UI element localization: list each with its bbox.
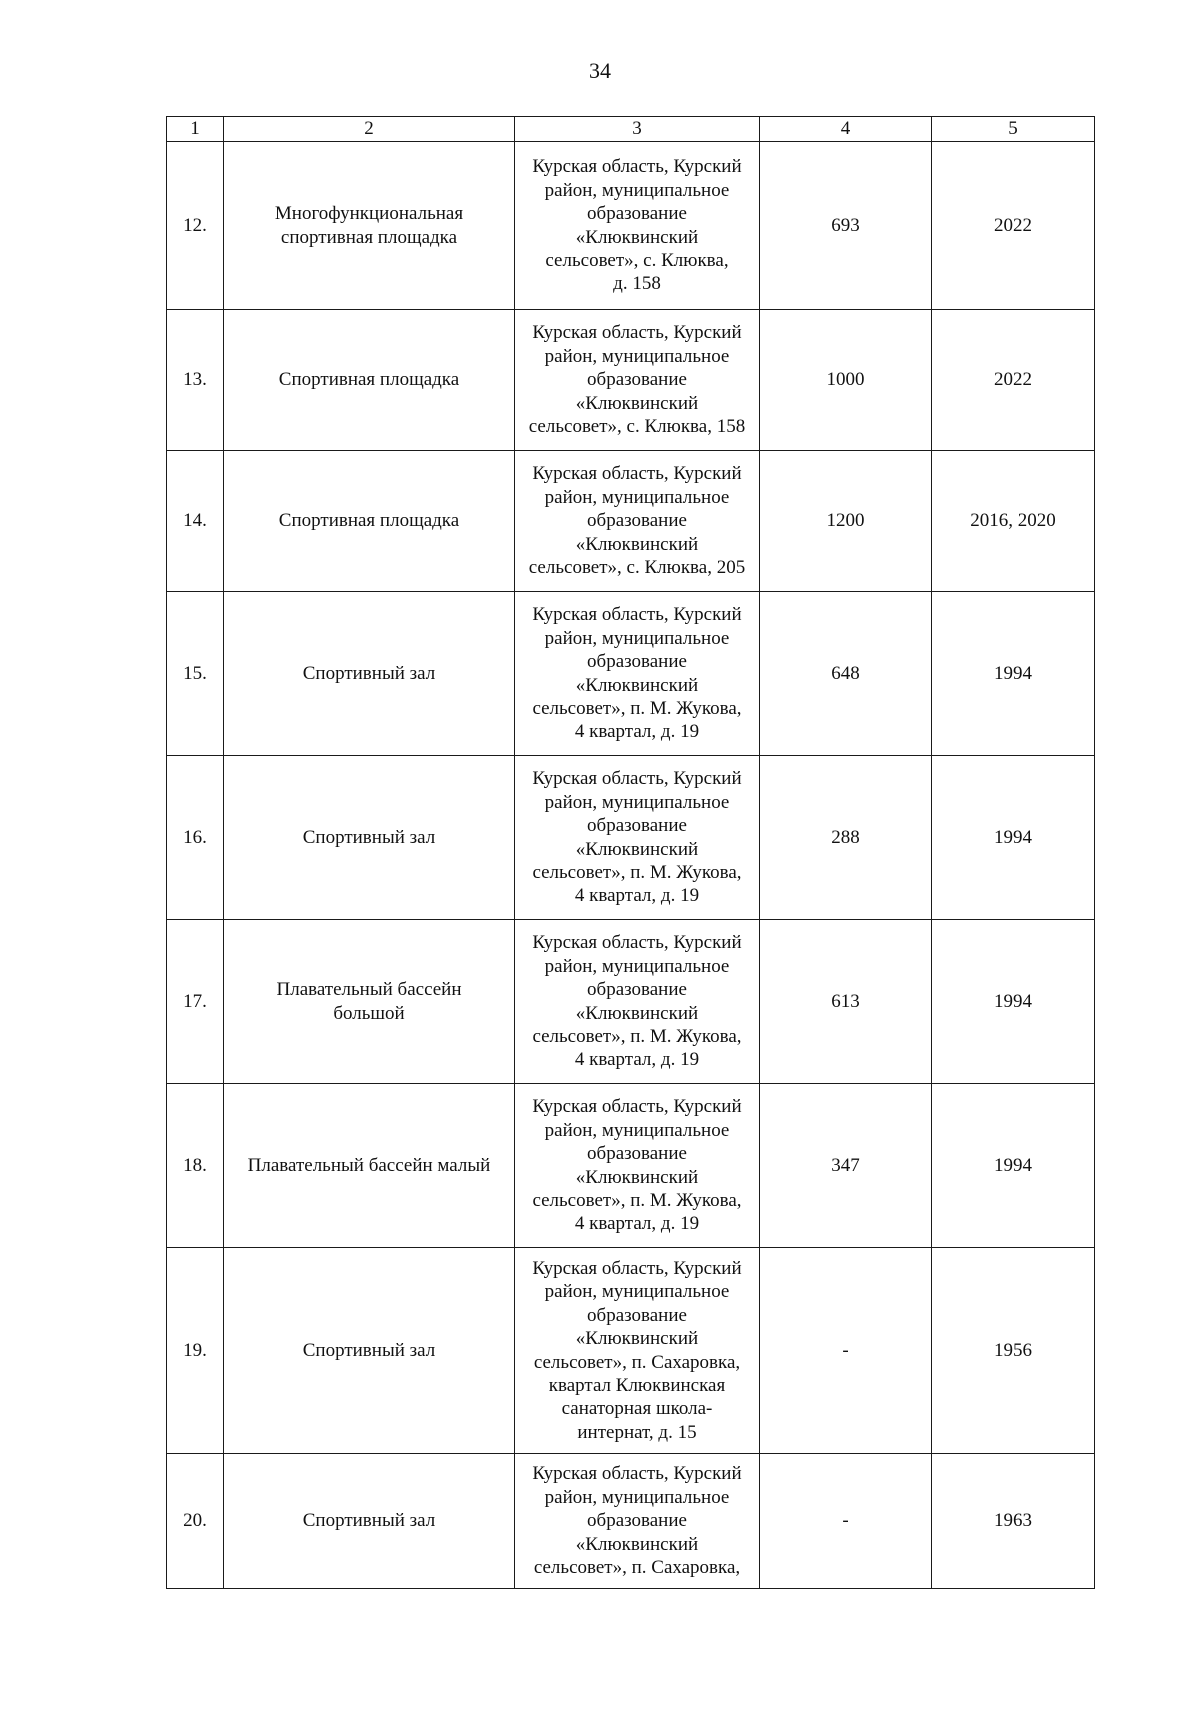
row-number: 18. bbox=[167, 1084, 224, 1248]
facility-address: Курская область, Курский район, муниципальное образование «Клюквинский сельсовет», с. Клюква, 205 bbox=[515, 451, 760, 592]
table-row bbox=[167, 756, 1095, 920]
table-row bbox=[167, 1084, 1095, 1248]
row-number: 17. bbox=[167, 920, 224, 1084]
facility-area: 648 bbox=[760, 592, 932, 756]
facility-name: Спортивный зал bbox=[224, 592, 515, 756]
column-header: 2 bbox=[224, 117, 515, 142]
facility-year: 1994 bbox=[932, 756, 1095, 920]
table-header-row bbox=[167, 117, 1095, 142]
facility-name: Спортивная площадка bbox=[224, 310, 515, 451]
facility-year: 2022 bbox=[932, 142, 1095, 310]
column-header: 4 bbox=[760, 117, 932, 142]
facility-address: Курская область, Курский район, муниципальное образование «Клюквинский сельсовет», п. Сахаровка, bbox=[515, 1454, 760, 1589]
facility-year: 1994 bbox=[932, 920, 1095, 1084]
row-number: 12. bbox=[167, 142, 224, 310]
facility-area: - bbox=[760, 1454, 932, 1589]
table-row bbox=[167, 920, 1095, 1084]
facilities-table bbox=[166, 116, 1095, 1589]
facility-year: 1956 bbox=[932, 1248, 1095, 1454]
column-header: 3 bbox=[515, 117, 760, 142]
facility-year: 2022 bbox=[932, 310, 1095, 451]
facility-area: 613 bbox=[760, 920, 932, 1084]
table-row bbox=[167, 451, 1095, 592]
facility-year: 1994 bbox=[932, 592, 1095, 756]
facility-area: 1200 bbox=[760, 451, 932, 592]
row-number: 20. bbox=[167, 1454, 224, 1589]
facility-area: 693 bbox=[760, 142, 932, 310]
facility-name: Спортивная площадка bbox=[224, 451, 515, 592]
facility-name: Спортивный зал bbox=[224, 756, 515, 920]
table-row bbox=[167, 142, 1095, 310]
facility-area: 1000 bbox=[760, 310, 932, 451]
facility-address: Курская область, Курский район, муниципальное образование «Клюквинский сельсовет», п. М. Жукова, 4 квартал, д. 19 bbox=[515, 1084, 760, 1248]
page-number: 34 bbox=[589, 58, 611, 83]
facility-address: Курская область, Курский район, муниципальное образование «Клюквинский сельсовет», п. М. Жукова, 4 квартал, д. 19 bbox=[515, 756, 760, 920]
table-row bbox=[167, 310, 1095, 451]
facility-name: Многофункциональная спортивная площадка bbox=[224, 142, 515, 310]
facility-name: Спортивный зал bbox=[224, 1248, 515, 1454]
facility-address: Курская область, Курский район, муниципальное образование «Клюквинский сельсовет», с. Клюква, д. 158 bbox=[515, 142, 760, 310]
table-row bbox=[167, 1454, 1095, 1589]
facility-year: 1963 bbox=[932, 1454, 1095, 1589]
facility-year: 2016, 2020 bbox=[932, 451, 1095, 592]
facility-area: 288 bbox=[760, 756, 932, 920]
facility-address: Курская область, Курский район, муниципальное образование «Клюквинский сельсовет», п. Сахаровка, квартал Клюквинская санаторная школа- интернат, д. 15 bbox=[515, 1248, 760, 1454]
facility-name: Плавательный бассейн большой bbox=[224, 920, 515, 1084]
row-number: 16. bbox=[167, 756, 224, 920]
row-number: 19. bbox=[167, 1248, 224, 1454]
facility-area: - bbox=[760, 1248, 932, 1454]
facility-address: Курская область, Курский район, муниципальное образование «Клюквинский сельсовет», п. М. Жукова, 4 квартал, д. 19 bbox=[515, 592, 760, 756]
facility-name: Спортивный зал bbox=[224, 1454, 515, 1589]
row-number: 14. bbox=[167, 451, 224, 592]
table-row bbox=[167, 1248, 1095, 1454]
row-number: 15. bbox=[167, 592, 224, 756]
column-header: 5 bbox=[932, 117, 1095, 142]
facility-address: Курская область, Курский район, муниципальное образование «Клюквинский сельсовет», п. М. Жукова, 4 квартал, д. 19 bbox=[515, 920, 760, 1084]
table-row bbox=[167, 592, 1095, 756]
facility-year: 1994 bbox=[932, 1084, 1095, 1248]
row-number: 13. bbox=[167, 310, 224, 451]
facility-area: 347 bbox=[760, 1084, 932, 1248]
facility-address: Курская область, Курский район, муниципальное образование «Клюквинский сельсовет», с. Клюква, 158 bbox=[515, 310, 760, 451]
column-header: 1 bbox=[167, 117, 224, 142]
facility-name: Плавательный бассейн малый bbox=[224, 1084, 515, 1248]
